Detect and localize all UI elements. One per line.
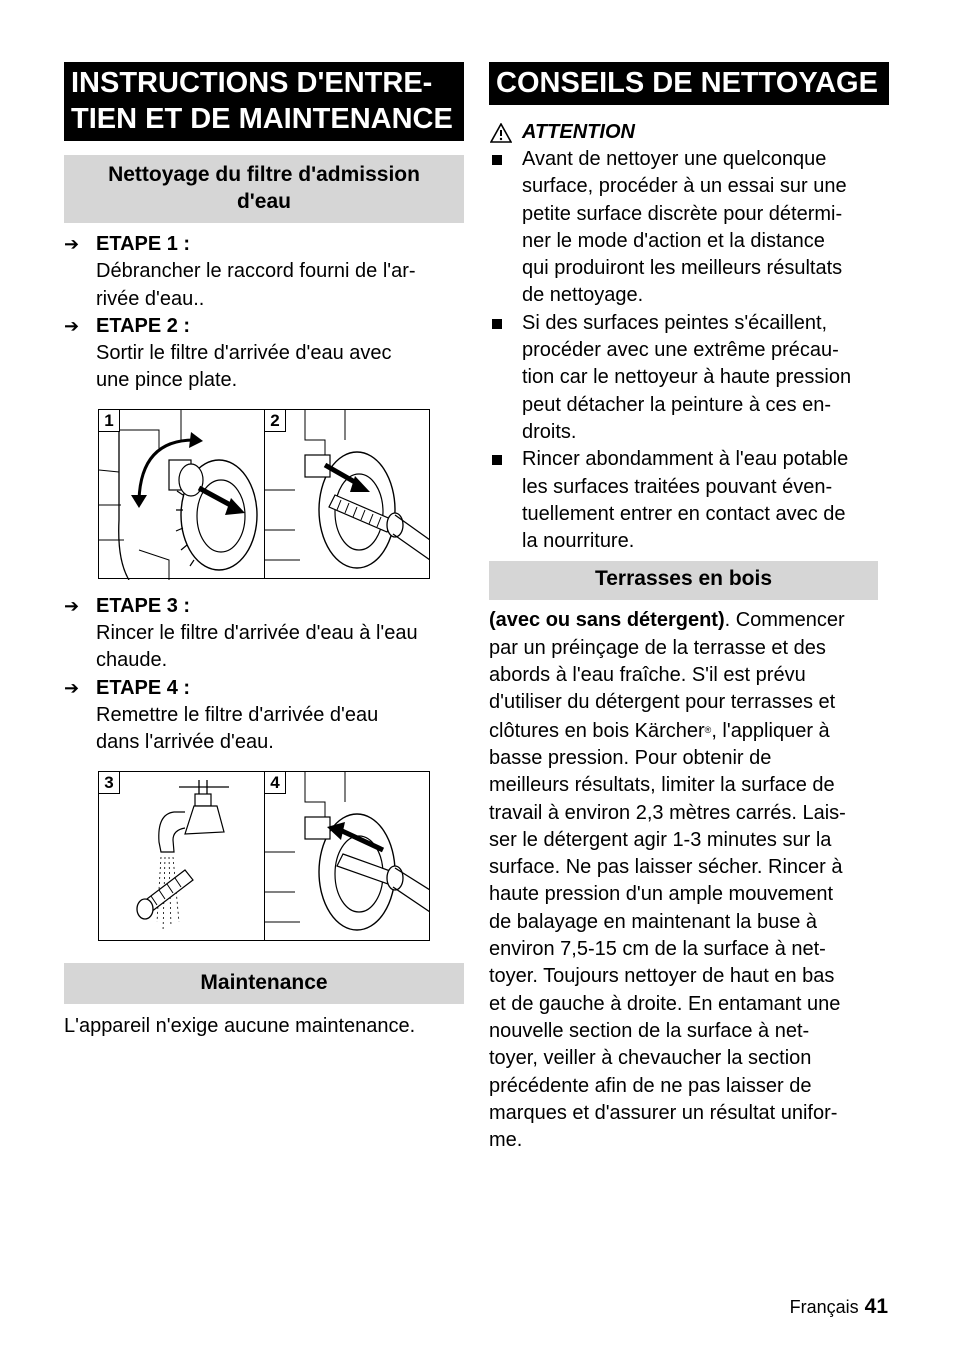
step-text: dans l'arrivée d'eau. — [96, 731, 274, 754]
step-text: une pince plate. — [96, 369, 238, 392]
bullet-text: tion car le nettoyeur à haute pression — [522, 366, 852, 389]
bullet-square-icon — [492, 319, 502, 329]
paragraph-line: de balayage en maintenant la buse à — [489, 910, 818, 933]
lead-rest: . Commencer — [724, 609, 845, 632]
registered-mark: ® — [704, 724, 712, 735]
figure-number: 4 — [265, 772, 286, 794]
arrow-icon: ➔ — [64, 234, 80, 254]
paragraph-line: par un préinçage de la terrasse et des — [489, 636, 826, 659]
bullet-text: les surfaces traitées pouvant éven- — [522, 475, 833, 498]
bullet-text: la nourriture. — [522, 530, 635, 553]
paragraph-text: , l'appliquer à — [711, 719, 830, 742]
paragraph-line: environ 7,5-15 cm de la surface à net- — [489, 938, 826, 961]
paragraph-line: ser le détergent agir 1-3 minutes sur la — [489, 828, 832, 851]
step-text: chaude. — [96, 649, 168, 672]
paragraph-line: abords à l'eau fraîche. S'il est prévu — [489, 664, 806, 687]
figure-steps-1-2 — [98, 409, 430, 579]
attention-label: ATTENTION — [522, 121, 635, 143]
step-text: Rincer le filtre d'arrivée d'eau à l'eau — [96, 622, 418, 645]
figure-steps-3-4 — [98, 771, 430, 941]
figure-number: 3 — [99, 772, 120, 794]
bullet-square-icon — [492, 455, 502, 465]
figure-panel-3 — [99, 772, 265, 940]
bullet-square-icon — [492, 155, 502, 165]
bullet-text: petite surface discrète pour détermi- — [522, 202, 843, 225]
remove-filter-illustration — [265, 410, 430, 580]
left-column — [64, 62, 464, 1040]
section-heading-wood-decks: Terrasses en bois — [489, 561, 878, 600]
lead-bold: (avec ou sans détergent) — [489, 609, 725, 632]
step-text: Sortir le filtre d'arrivée d'eau avec — [96, 342, 392, 365]
main-heading-maintenance — [64, 62, 464, 141]
step-label: ETAPE 3 : — [96, 594, 191, 617]
bullet-item — [489, 446, 889, 555]
step-3 — [64, 593, 464, 675]
step-text: Remettre le filtre d'arrivée d'eau — [96, 703, 379, 726]
paragraph-line: nouvelle section de la surface à net- — [489, 1019, 810, 1042]
paragraph-line: travail à environ 2,3 mètres carrés. Lais- — [489, 801, 846, 824]
warning-triangle-icon — [490, 123, 512, 143]
bullet-text: Rincer abondamment à l'eau potable — [522, 448, 849, 471]
paragraph-line: marques et d'assurer un résultat unifor- — [489, 1101, 838, 1124]
paragraph-line: et de gauche à droite. En entamant une — [489, 992, 841, 1015]
figure-panel-1 — [99, 410, 265, 578]
bullet-text: procéder avec une extrême précau- — [522, 339, 839, 362]
figure-number: 1 — [99, 410, 120, 432]
step-4 — [64, 675, 464, 757]
page-footer — [790, 1295, 888, 1319]
paragraph-line: toyer, veiller à chevaucher la section — [489, 1047, 812, 1070]
heading-line: CONSEILS DE NETTOYAGE — [496, 67, 878, 99]
bullet-text: ner le mode d'action et la distance — [522, 229, 825, 252]
paragraph-line: toyer. Toujours nettoyer de haut en bas — [489, 965, 835, 988]
bullet-text: surface, procéder à un essai sur une — [522, 175, 847, 198]
step-label: ETAPE 4 : — [96, 676, 191, 699]
paragraph-line: précédente afin de ne pas laisser de — [489, 1074, 812, 1097]
heading-line: INSTRUCTIONS D'ENTRE- — [71, 67, 433, 99]
wood-decks-text — [489, 607, 889, 1154]
arrow-icon: ➔ — [64, 595, 80, 616]
bullet-text: peut détacher la peinture à ces en- — [522, 393, 832, 416]
paragraph-line — [489, 717, 889, 745]
bullet-text: tuellement entrer en contact avec de — [522, 502, 846, 525]
figure-panel-2 — [265, 410, 430, 578]
step-label: ETAPE 1 : — [96, 233, 191, 255]
unscrew-connector-illustration — [99, 410, 264, 580]
bullet-text: Avant de nettoyer une quelconque — [522, 148, 827, 170]
heading-line: TIEN ET DE MAINTENANCE — [71, 103, 453, 135]
footer-language: Français — [789, 1297, 859, 1317]
paragraph-line: d'utiliser du détergent pour terrasses et — [489, 691, 836, 714]
paragraph-line: me. — [489, 1129, 523, 1152]
rinse-filter-illustration — [99, 772, 264, 942]
section-heading-maintenance: Maintenance — [64, 963, 464, 1004]
bullet-text: de nettoyage. — [522, 284, 644, 307]
bullet-item — [489, 146, 889, 310]
page-number: 41 — [864, 1295, 888, 1318]
section-heading-filter — [64, 155, 464, 223]
paragraph-line: haute pression d'un ample mouvement — [489, 883, 834, 906]
heading-line: Nettoyage du filtre d'admission — [108, 163, 420, 186]
bullet-item — [489, 310, 889, 446]
paragraph-first-line — [489, 607, 889, 634]
figure-number: 2 — [265, 410, 286, 432]
arrow-icon: ➔ — [64, 315, 80, 336]
step-text: rivée d'eau.. — [96, 287, 205, 310]
bullet-text: qui produiront les meilleurs résultats — [522, 257, 843, 280]
step-1 — [64, 231, 464, 313]
paragraph-line: surface. Ne pas laisser sécher. Rincer à — [489, 856, 843, 879]
paragraph-line: basse pression. Pour obtenir de — [489, 746, 772, 769]
step-label: ETAPE 2 : — [96, 314, 191, 337]
right-column — [489, 62, 889, 1154]
heading-line: d'eau — [236, 190, 291, 213]
brand-text: clôtures en bois Kärcher — [489, 719, 705, 742]
bullet-text: Si des surfaces peintes s'écaillent, — [522, 311, 828, 334]
insert-filter-illustration — [265, 772, 430, 942]
attention-notice — [489, 119, 889, 146]
paragraph-line: meilleurs résultats, limiter la surface de — [489, 774, 835, 797]
arrow-icon: ➔ — [64, 677, 80, 698]
maintenance-text: L'appareil n'exige aucune maintenance. — [64, 1014, 416, 1037]
step-2 — [64, 313, 464, 395]
figure-panel-4 — [265, 772, 430, 940]
bullet-text: droits. — [522, 420, 577, 443]
step-text: Débrancher le raccord fourni de l'ar- — [96, 260, 416, 283]
main-heading-cleaning-tips — [489, 62, 889, 105]
